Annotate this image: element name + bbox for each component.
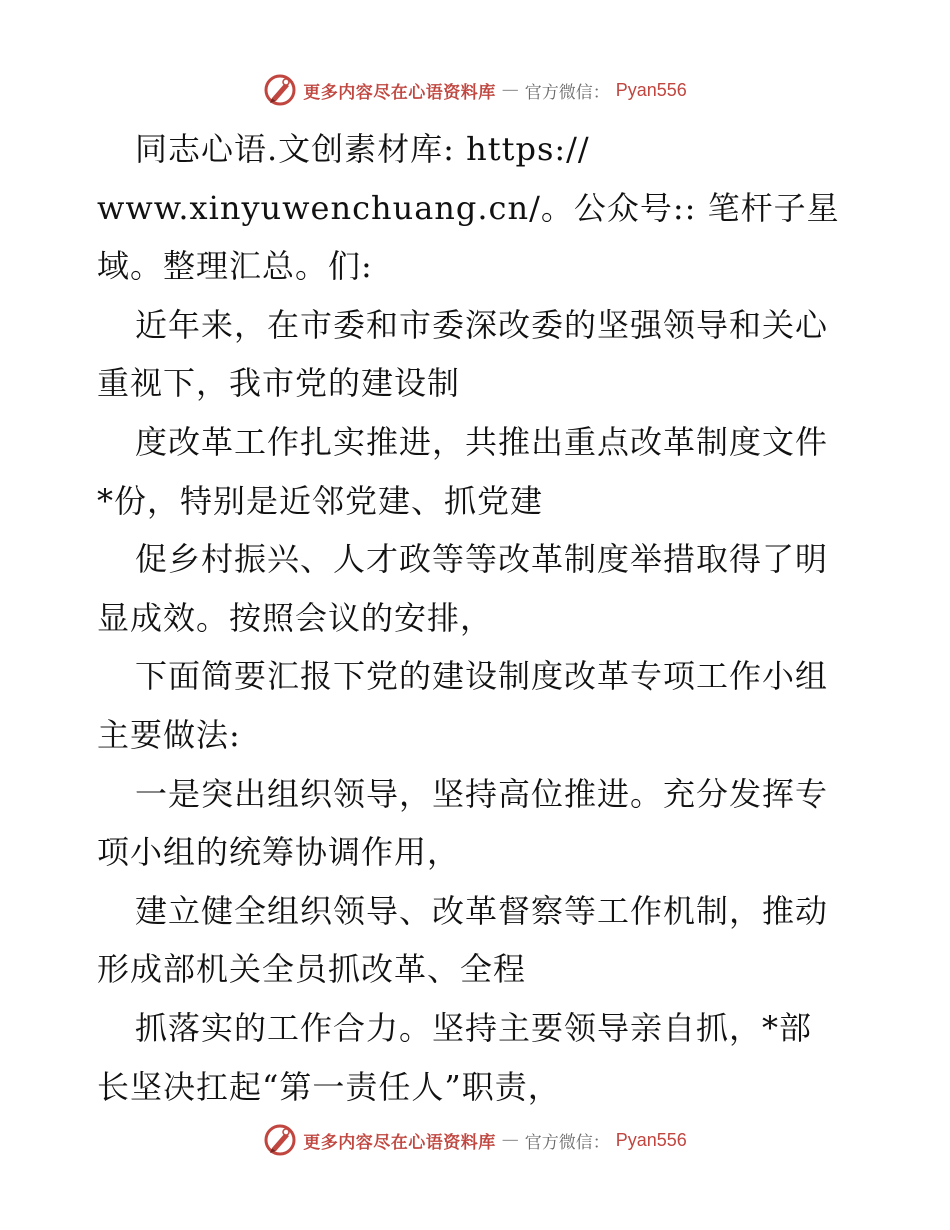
document-line: 下面简要汇报下党的建设制度改革专项工作小组 xyxy=(135,657,829,696)
pen-circle-logo-icon xyxy=(263,73,297,107)
document-line: 显成效。按照会议的安排， xyxy=(97,598,494,637)
banner-wechat-handle: Pyan556 xyxy=(615,79,687,100)
document-line: 形成部机关全员抓改革、全程 xyxy=(97,950,527,989)
footer-watermark-banner xyxy=(0,1122,950,1158)
document-line: 项小组的统筹协调作用， xyxy=(97,833,461,872)
document-line: 同志心语.文创素材库: https:// xyxy=(135,130,590,168)
banner-separator: — xyxy=(501,1130,519,1150)
document-line: 主要做法: xyxy=(97,715,241,754)
banner-official-label: 官方微信： xyxy=(524,82,610,103)
document-line: 重视下，我市党的建设制 xyxy=(97,364,461,403)
banner-brand-text: 更多内容尽在心语资料库 xyxy=(303,1132,496,1153)
document-line: 近年来，在市委和市委深改委的坚强领导和关心 xyxy=(135,305,829,344)
document-line: 建立健全组织领导、改革督察等工作机制，推动 xyxy=(135,891,829,930)
document-line: 度改革工作扎实推进，共推出重点改革制度文件 xyxy=(135,422,829,461)
document-body xyxy=(97,120,857,1116)
header-watermark-banner xyxy=(0,72,950,108)
banner-wechat-handle: Pyan556 xyxy=(615,1129,687,1150)
document-line: 一是突出组织领导，坚持高位推进。充分发挥专 xyxy=(135,774,829,813)
document-line: *份，特别是近邻党建、抓党建 xyxy=(97,481,544,520)
document-line: 抓落实的工作合力。坚持主要领导亲自抓，*部 xyxy=(135,1008,813,1047)
document-line: www.xinyuwenchuang.cn/。公众号:: 笔杆子星 xyxy=(97,188,840,227)
banner-separator: — xyxy=(501,80,519,100)
document-line: 域。整理汇总。们: xyxy=(97,247,373,286)
document-line: 促乡村振兴、人才政等等改革制度举措取得了明 xyxy=(135,540,829,579)
document-line: 长坚决扛起“第一责任人”职责， xyxy=(97,1067,561,1106)
banner-official-label: 官方微信： xyxy=(524,1132,610,1153)
banner-brand-text: 更多内容尽在心语资料库 xyxy=(303,82,496,103)
pen-circle-logo-icon xyxy=(263,1123,297,1157)
